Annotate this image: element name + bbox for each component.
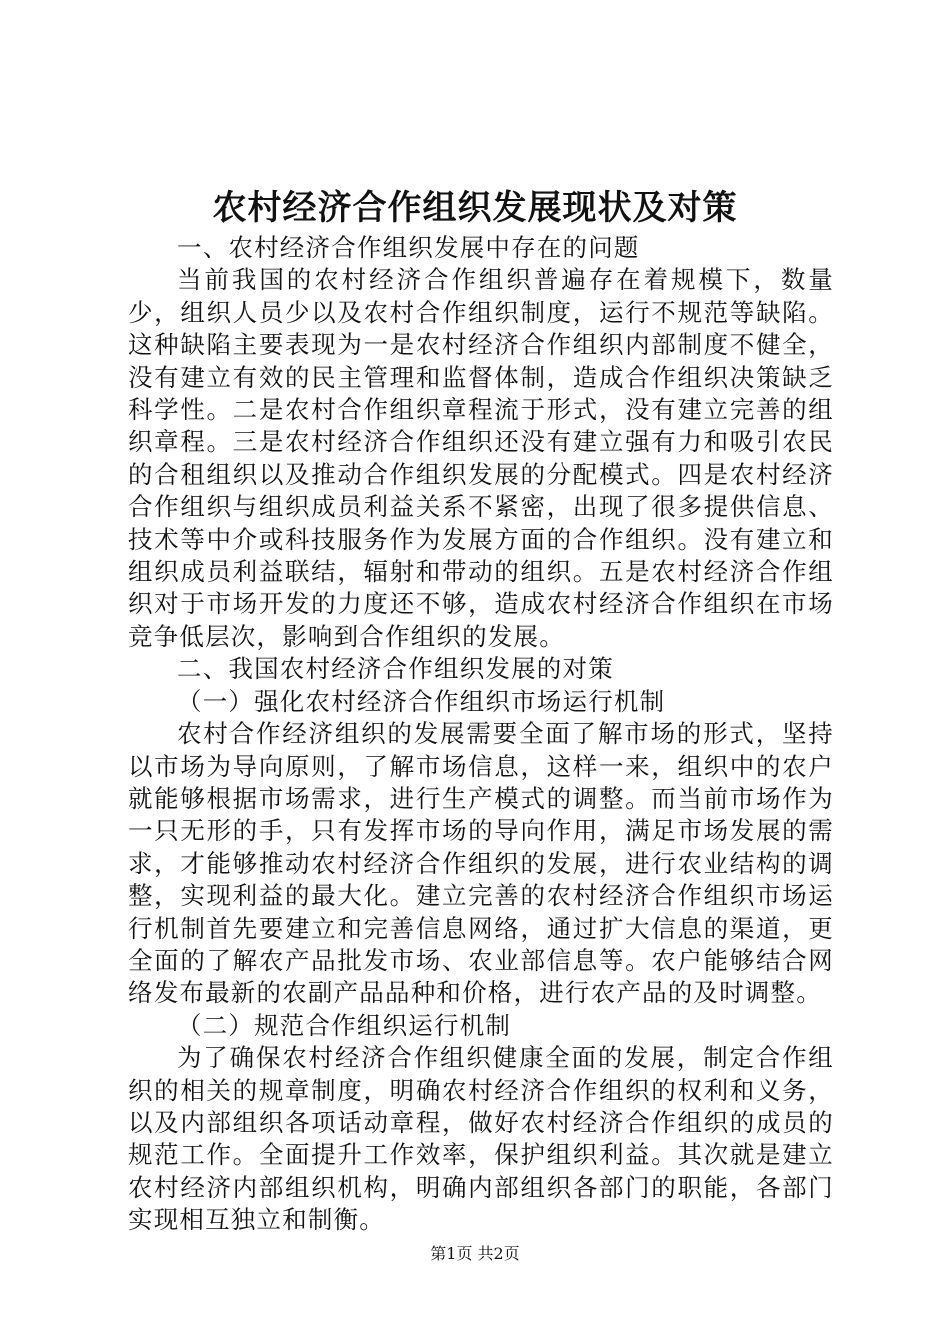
subsection-heading-market-mechanism: （一）强化农村经济合作组织市场运行机制 xyxy=(177,686,666,716)
paragraph-operation-mechanism: 为了确保农村经济合作组织健康全面的发展，制定合作组织的相关的规章制度，明确农村经济合作组织的权利和义务，以及内部组织各项话动章程，做好农村经济合作组织的成员的规范工作。全面提升工作效率，保护组织利益。其次就是建立农村经济内部组织机构，明确内部组织各部门的职能，各部门实现相互独立和制衡。 xyxy=(128,1043,834,1235)
section-heading-problems: 一、农村经济合作组织发展中存在的问题 xyxy=(177,233,640,262)
paragraph-market-mechanism: 农村合作经济组织的发展需要全面了解市场的形式，坚持以市场为导向原则，了解市场信息，这样一来，组织中的农户就能够根据市场需求，进行生产模式的调整。而当前市场作为一只无形的手，只有发挥市场的导向作用，满足市场发展的需求，才能够推动农村经济合作组织的发展，进行农业结构的调整，实现利益的最大化。建立完善的农村经济合作组织市场运行机制首先要建立和完善信息网络，通过扩大信息的渠道，更全面的了解农产品批发市场、农业部信息等。农户能够结合网络发布最新的农副产品品种和价格，进行农产品的及时调整。 xyxy=(128,719,834,1008)
page-number-footer: 第1页 共2页 xyxy=(430,1244,520,1263)
subsection-heading-operation-mechanism: （二）规范合作组织运行机制 xyxy=(177,1010,512,1040)
document-body xyxy=(128,232,834,1237)
section-heading-countermeasures: 二、我国农村经济合作组织发展的对策 xyxy=(177,654,614,684)
document-title: 农村经济合作组织发展现状及对策 xyxy=(212,188,738,228)
paragraph-problems: 当前我国的农村经济合作组织普遍存在着规模下，数量少，组织人员少以及农村合作组织制度，运行不规范等缺陷。这种缺陷主要表现为一是农村经济合作组织内部制度不健全，没有建立有效的民主管理和监督体制，造成合作组织决策缺乏科学性。二是农村合作组织章程流于形式，没有建立完善的组织章程。三是农村经济合作组织还没有建立强有力和吸引农民的合租组织以及推动合作组织发展的分配模式。四是农村经济合作组织与组织成员利益关系不紧密，出现了很多提供信息、技术等中介或科技服务作为发展方面的合作组织。没有建立和组织成员利益联结，辐射和带动的组织。五是农村经济合作组织对于市场开发的力度还不够，造成农村经济合作组织在市场竞争低层次，影响到合作组织的发展。 xyxy=(128,265,834,651)
